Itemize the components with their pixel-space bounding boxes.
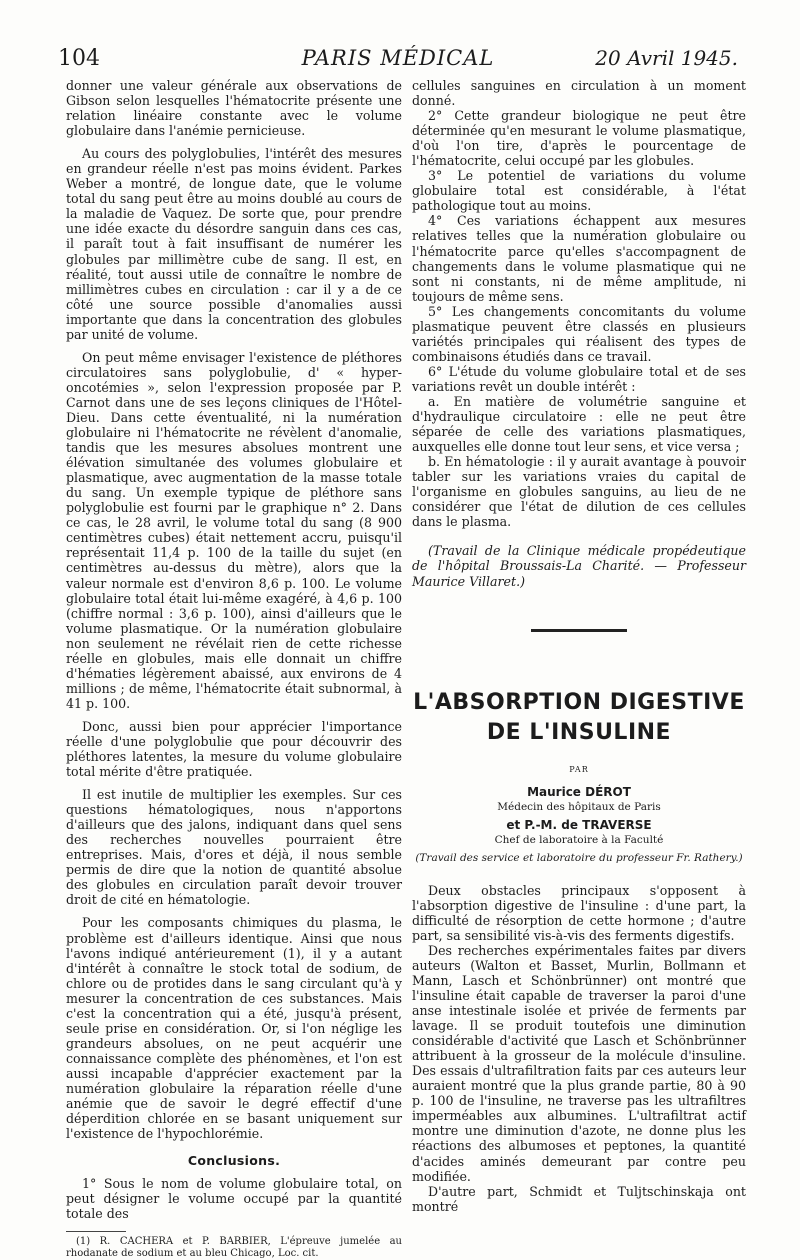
conclusion-item: 3° Le potentiel de variations du volume globulaire total est considérable, à l'état pathologique tout au moins. bbox=[412, 168, 746, 214]
footnote: (1) R. CACHERA et P. BARBIER, L'épreuve jumelée au rhodanate de sodium et au bleu Chicago, Loc. cit. bbox=[66, 1236, 402, 1260]
conclusion-item: 5° Les changements concomitants du volume plasmatique peuvent être classés en plusieurs variétés principales qui réalisent des types de combinaisons étudiés dans ce travail. bbox=[412, 303, 746, 364]
paragraph: Des recherches expérimentales faites par divers auteurs (Walton et Basset, Murlin, Bollmann et Mann, Lasch et Schönbrünner) ont montré que l'insuline était capable de traverser la paroi d'une anse intestinale isolée et privée de ferments par lavage. Il se produit toutefois une diminution considérable d'activité que Lasch et Schönbrünner attribuent à la grosseur de la molécule d'insuline. Des essais d'ultrafiltration faits par ces auteurs leur auraient montré que la plus grande partie, 80 à 90 p. 100 de l'insuline, ne traverse pas les ultrafiltres imperméables aux albumines. L'ultrafiltrat actif montre une diminution d'azote, ne donne plus les réactions des albumoses et peptones, la quantité d'acides aminés demeurant par contre peu modifiée. bbox=[412, 942, 746, 1184]
author-name: et P.-M. de TRAVERSE bbox=[506, 817, 652, 832]
page-header bbox=[58, 46, 738, 76]
article-title-line-1: L'ABSORPTION DIGESTIVE bbox=[413, 689, 745, 715]
article-title-line-2: DE L'INSULINE bbox=[486, 719, 672, 745]
conclusion-subitem: a. En matière de volumétrie sanguine et d'hydraulique circulatoire : elle ne peut être séparée de celle des variations plasmatiques, auxquelles elle donne tout leur sens, et vice versa ; bbox=[412, 393, 746, 455]
author-note: (Travail des service et laboratoire du professeur Fr. Rathery.) bbox=[415, 851, 743, 864]
paragraph: donner une valeur générale aux observations de Gibson selon lesquelles l'hématocrite présente une relation linéaire constante avec le volume globulaire dans l'anémie pernicieuse. bbox=[66, 78, 402, 139]
paragraph: On peut même envisager l'existence de pléthores circulatoires sans polyglobulie, d' « hyper-oncotémies », selon l'expression proposée par P. Carnot dans une de ses leçons cliniques de l'Hôtel-Dieu. Dans cette éventualité, ni la numération globulaire ni l'hématocrite ne révèlent d'anomalie, tandis que les mesures absolues montrent une élévation simultanée des volumes globulaire et plasmatique, avec augmentation de la masse totale du sang. Un exemple typique de pléthore sans polyglobulie est fourni par le graphique n° 2. Dans ce cas, le 28 avril, le volume total du sang (8 900 centimètres cubes) était nettement accru, puisqu'il représentait 11,4 p. 100 de la taille du sujet (en centimètres au-dessus du mètre), alors que la valeur normale est d'environ 8,6 p. 100. Le volume globulaire total était lui-même exagéré, à 4,6 p. 100 (chiffre normal : 3,6 p. 100), ainsi d'ailleurs que le volume plasmatique. Or la numération globulaire non seulement ne révélait rien de cette richesse réelle en globules, mais elle donnait un chiffre d'hématies légèrement abaissé, aux environs de 4 millions ; de même, l'hématocrite était subnormal, à 41 p. 100. bbox=[66, 349, 402, 711]
footnote-divider bbox=[66, 1231, 126, 1232]
section-divider bbox=[531, 629, 627, 632]
article-credit: (Travail de la Clinique médicale propédeutique de l'hôpital Broussais-La Charité. — Professeur Maurice Villaret.) bbox=[412, 543, 746, 589]
conclusion-item: 6° L'étude du volume globulaire total et de ses variations revêt un double intérêt : bbox=[412, 363, 746, 394]
article-body bbox=[412, 883, 746, 1214]
paragraph: D'autre part, Schmidt et Tuljtschinskaja ont montré bbox=[412, 1183, 746, 1214]
issue-date: 20 Avril 1945. bbox=[595, 46, 738, 70]
conclusions-heading: Conclusions. bbox=[187, 1153, 281, 1169]
author-affiliation: Chef de laboratoire à la Faculté bbox=[494, 833, 664, 846]
page-number: 104 bbox=[58, 46, 100, 71]
paragraph: Donc, aussi bien pour apprécier l'importance réelle d'une polyglobulie que pour découvrir des pléthores latentes, la mesure du volume globulaire total mérite d'être pratiquée. bbox=[66, 718, 402, 780]
paragraph: Deux obstacles principaux s'opposent à l'absorption digestive de l'insuline : d'une part, la difficulté de résorption de cette hormone ; d'autre part, sa sensibilité vis-à-vis des ferments digestifs. bbox=[412, 882, 746, 943]
conclusion-item: 4° Ces variations échappent aux mesures relatives telles que la numération globulaire ou l'hématocrite parce qu'elles s'accompagnent de changements dans le volume plasmatique qui ne sont ni constants, ni de même amplitude, ni toujours de même sens. bbox=[412, 213, 746, 304]
conclusion-item: 2° Cette grandeur biologique ne peut être déterminée qu'en mesurant le volume plasmatique, d'où l'on tire, d'après le pourcentage de l'hématocrite, celui occupé par les globules. bbox=[412, 108, 746, 169]
conclusion-item: 1° Sous le nom de volume globulaire total, on peut désigner le volume occupé par la quantité totale des bbox=[66, 1176, 402, 1222]
left-column bbox=[66, 78, 402, 1260]
author-affiliation: Médecin des hôpitaux de Paris bbox=[497, 800, 661, 813]
right-column bbox=[412, 78, 746, 1214]
conclusion-item: cellules sanguines en circulation à un moment donné. bbox=[412, 78, 746, 109]
paragraph: Il est inutile de multiplier les exemples. Sur ces questions hématologiques, nous n'apportons d'ailleurs que des jalons, indiquant dans quel sens des recherches nouvelles pourraient être entreprises. Mais, d'ores et déjà, il nous semble permis de dire que la notion de quantité absolue des globules en circulation paraît devoir trouver droit de cité en hématologie. bbox=[66, 787, 402, 908]
author-name: Maurice DÉROT bbox=[527, 784, 631, 799]
journal-title: PARIS MÉDICAL bbox=[301, 46, 495, 70]
paragraph: Au cours des polyglobulies, l'intérêt des mesures en grandeur réelle n'est pas moins évident. Parkes Weber a montré, de longue date, que le volume total du sang peut être au moins doublé au cours de la maladie de Vaquez. De sorte que, pour prendre une idée exacte du désordre sanguin dans ces cas, il paraît tout à fait insuffisant de numérer les globules par millimètre cube de sang. Il est, en réalité, tout aussi utile de connaître le nombre de millimètres cubes en circulation : car il y a de ce côté une source possible d'anomalies aussi importante que dans la concentration des globules par unité de volume. bbox=[66, 146, 402, 342]
paragraph: Pour les composants chimiques du plasma, le problème est d'ailleurs identique. Ainsi que nous l'avons indiqué antérieurement (1), il y a autant d'intérêt à connaître le stock total de sodium, de chlore ou de protides dans le sang circulant qu'à y mesurer la concentration de ces substances. Mais c'est la concentration qui a été, jusqu'à présent, seule prise en considération. Or, si l'on néglige les grandeurs absolues, on ne peut acquérir une connaissance complète des phénomènes, et l'on est aussi incapable d'apprécier exactement par la numération globulaire la réparation réelle d'une anémie que de savoir le degré effectif d'une déperdition chlorée en se basant uniquement sur l'existence de l'hypochlorémie. bbox=[66, 915, 402, 1142]
byline-par: PAR bbox=[569, 764, 589, 774]
conclusion-subitem: b. En hématologie : il y aurait avantage à pouvoir tabler sur les variations vraies du capital de l'organisme en globules sanguins, au lieu de ne considérer que l'état de dilution de ces cellules dans le plasma. bbox=[412, 454, 746, 530]
